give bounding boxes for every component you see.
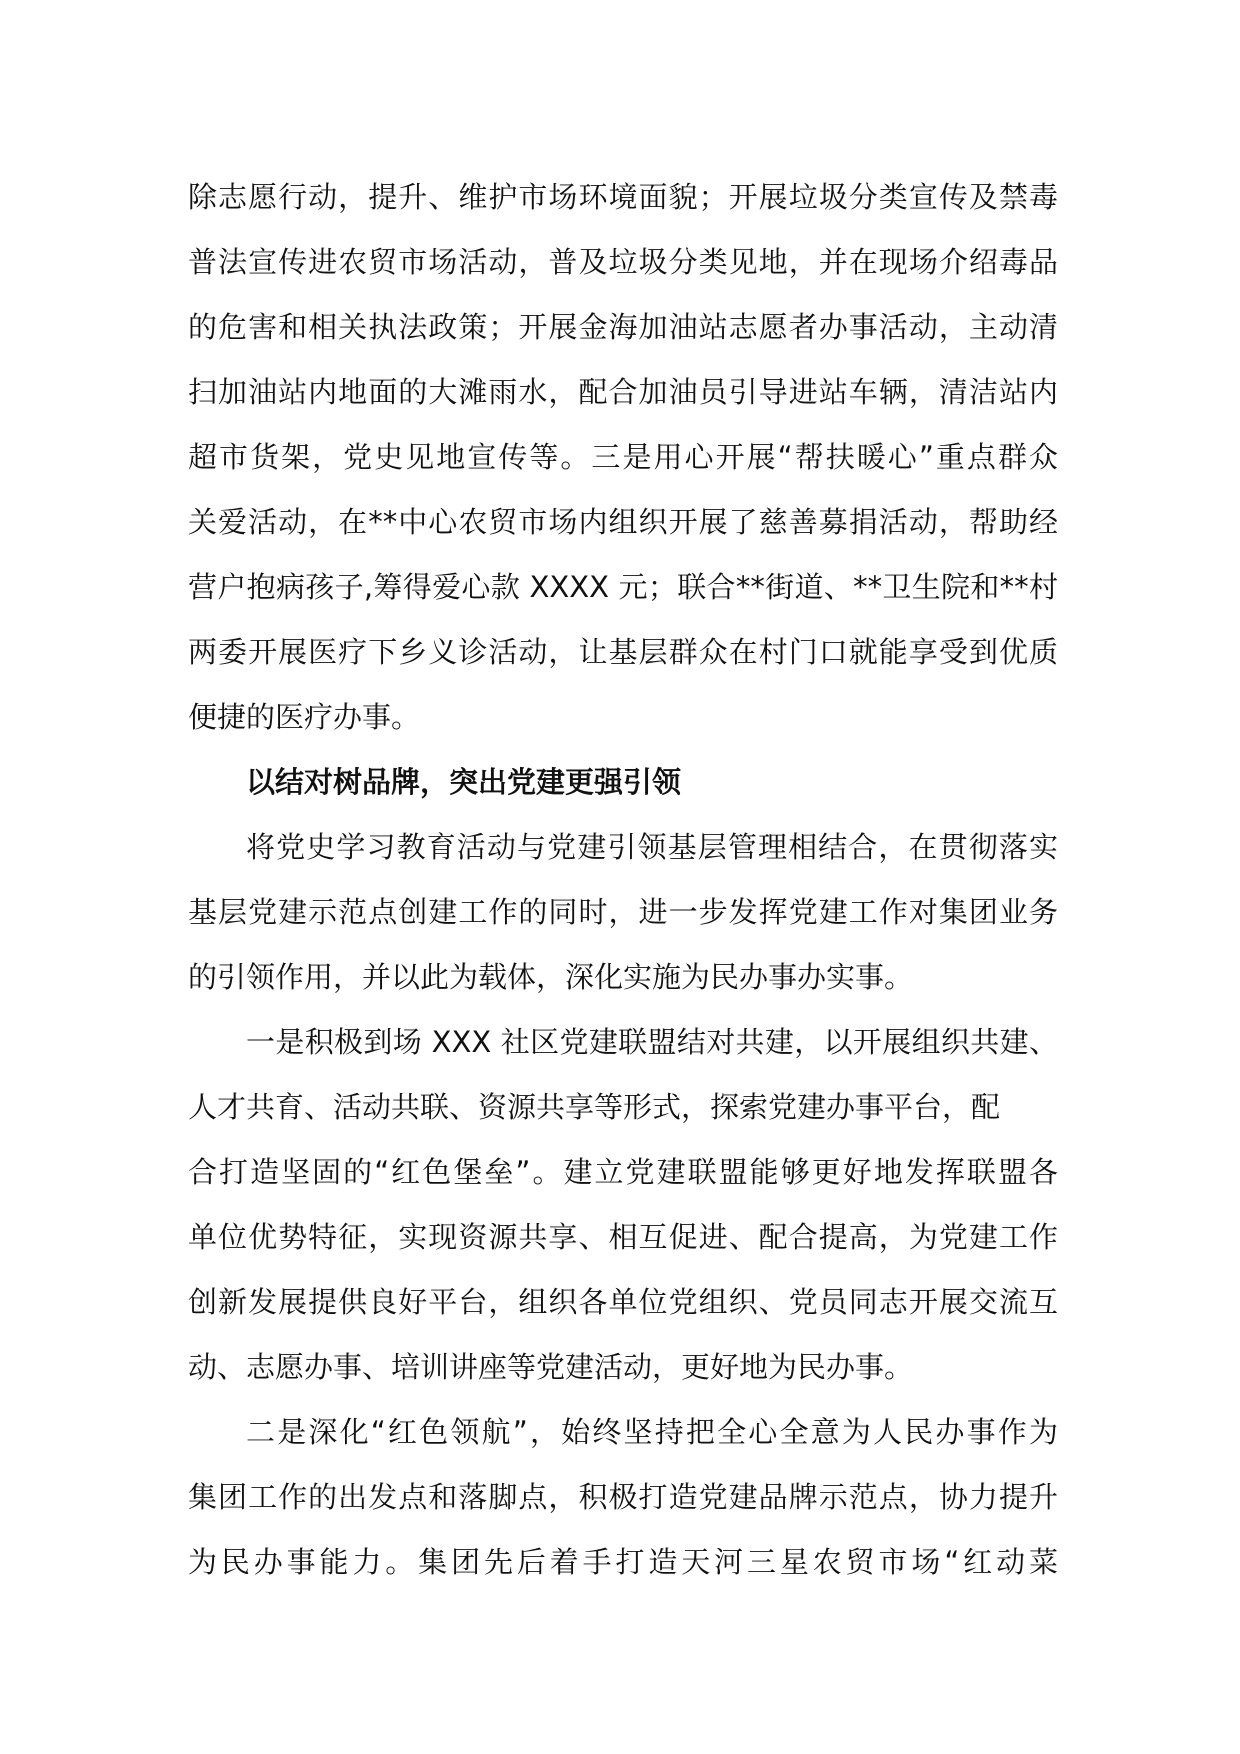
text-line: 创新发展提供良好平台，组织各单位党组织、党员同志开展交流互 <box>188 1285 1058 1319</box>
text-line: 一是积极到场 XXX 社区党建联盟结对共建，以开展组织共建、 <box>246 1025 1058 1059</box>
text-line: 人才共育、活动共联、资源共享等形式，探索党建办事平台，配 <box>188 1090 1001 1124</box>
text-line: 单位优势特征，实现资源共享、相互促进、配合提高，为党建工作 <box>188 1220 1058 1254</box>
text-line: 二是深化“红色领航”，始终坚持把全心全意为人民办事作为 <box>246 1415 1058 1449</box>
text-line: 便捷的医疗办事。 <box>188 700 421 734</box>
text-line: 为民办事能力。集团先后着手打造天河三星农贸市场“红动菜 <box>188 1545 1058 1579</box>
text-line: 的危害和相关执法政策；开展金海加油站志愿者办事活动，主动清 <box>188 310 1058 344</box>
text-line: 的引领作用，并以此为载体，深化实施为民办事办实事。 <box>188 960 914 994</box>
text-line: 两委开展医疗下乡义诊活动，让基层群众在村门口就能享受到优质 <box>188 635 1058 669</box>
text-line: 合打造坚固的“红色堡垒”。建立党建联盟能够更好地发挥联盟各 <box>188 1155 1058 1189</box>
text-line: 普法宣传进农贸市场活动，普及垃圾分类见地，并在现场介绍毒品 <box>188 245 1058 279</box>
text-line: 除志愿行动，提升、维护市场环境面貌；开展垃圾分类宣传及禁毒 <box>188 180 1058 214</box>
document-page <box>188 165 1058 1595</box>
text-line: 基层党建示范点创建工作的同时，进一步发挥党建工作对集团业务 <box>188 895 1058 929</box>
text-line: 将党史学习教育活动与党建引领基层管理相结合，在贯彻落实 <box>246 830 1058 864</box>
text-line: 关爱活动，在**中心农贸市场内组织开展了慈善募捐活动，帮助经 <box>188 505 1058 539</box>
text-line: 营户抱病孩子,筹得爱心款 XXXX 元；联合**街道、**卫生院和**村 <box>188 570 1058 604</box>
text-line: 扫加油站内地面的大滩雨水，配合加油员引导进站车辆，清洁站内 <box>188 375 1058 409</box>
text-line: 集团工作的出发点和落脚点，积极打造党建品牌示范点，协力提升 <box>188 1480 1058 1514</box>
section-heading: 以结对树品牌，突出党建更强引领 <box>246 765 682 799</box>
text-line: 动、志愿办事、培训讲座等党建活动，更好地为民办事。 <box>188 1350 914 1384</box>
text-line: 超市货架，党史见地宣传等。三是用心开展“帮扶暖心”重点群众 <box>188 440 1058 474</box>
